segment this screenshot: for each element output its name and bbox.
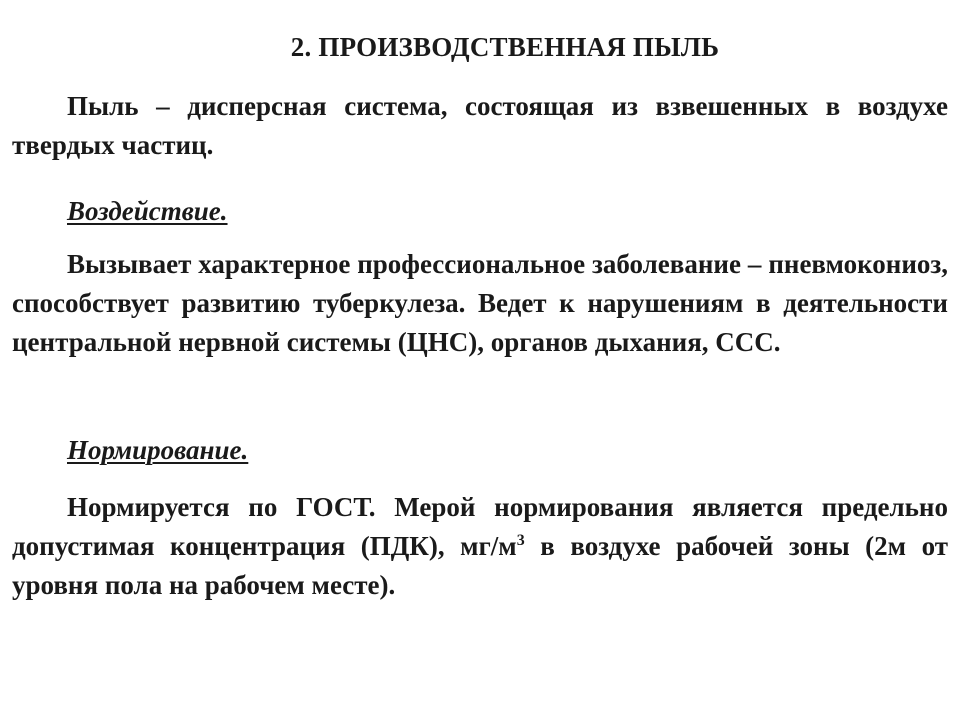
cubic-superscript: 3 [516,532,525,549]
page-title: 2. ПРОИЗВОДСТВЕННАЯ ПЫЛЬ [290,32,720,62]
norm-heading: Нормирование. [67,435,249,465]
dust-definition-paragraph: Пыль – дисперсная система, состоящая из взвешенных в воздухе твердых частиц. [12,91,948,160]
norm-paragraph [12,488,948,605]
impact-paragraph: Вызывает характерное профессиональное заболевание – пневмокониоз, способствует развитию туберкулеза. Ведет к нарушениям в деятельности центральной нервной системы (ЦНС), органов дыхания, ССС. [12,249,948,357]
impact-heading: Воздействие. [67,196,228,226]
norm-text-after-superscript: в воздухе рабочей зоны (2м от уровня пола на рабочем месте). [12,531,948,600]
norm-text-before-superscript: Нормируется по ГОСТ. Мерой нормирования является предельно допустимая концентрация (ПДК), мг/м [12,492,948,561]
